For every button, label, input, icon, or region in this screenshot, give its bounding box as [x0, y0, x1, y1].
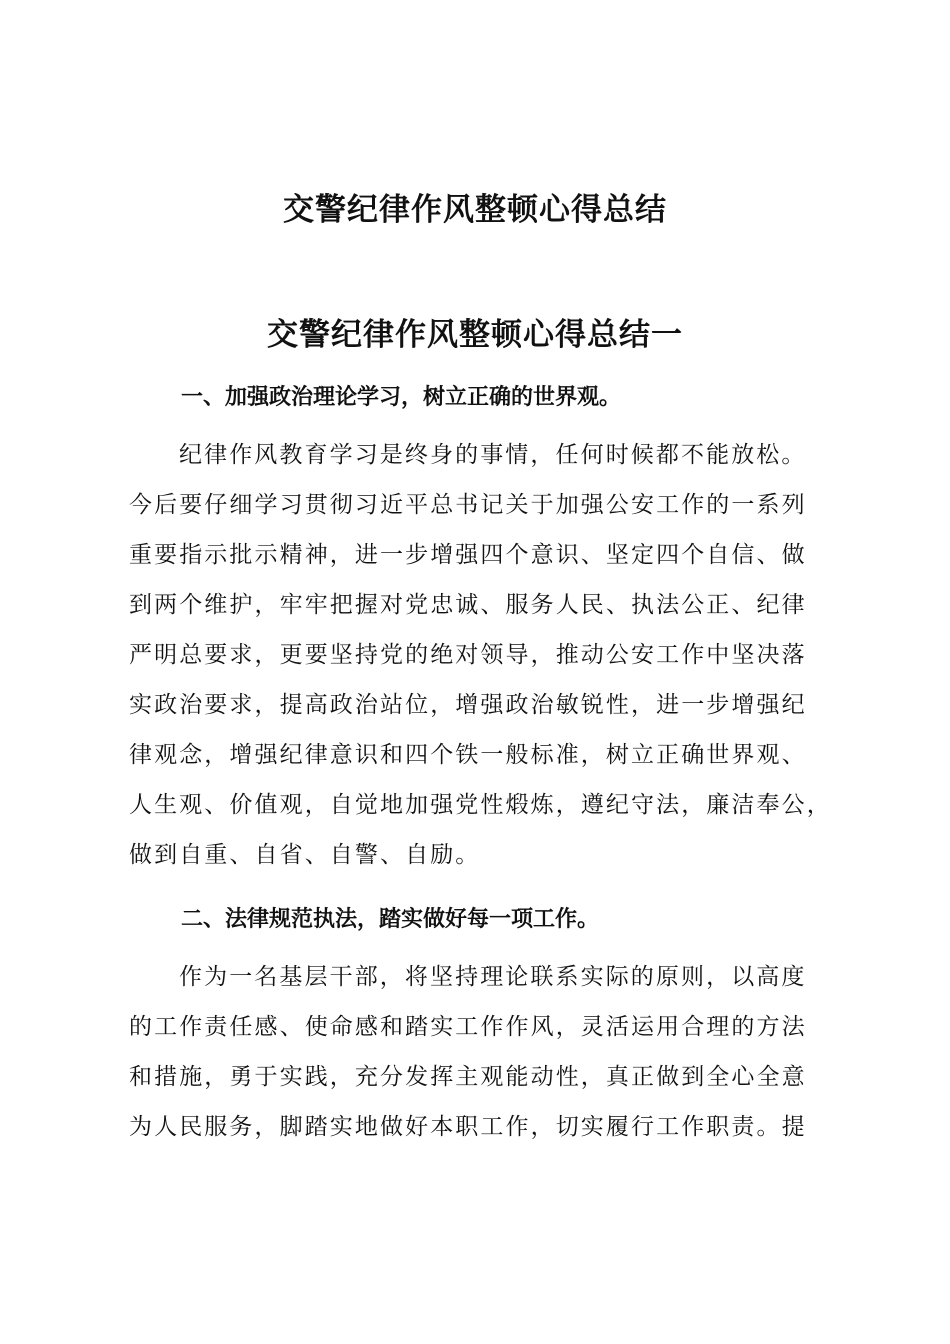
section-heading: 二、法律规范执法，踏实做好每一项工作。: [181, 907, 600, 932]
section-heading: 一、加强政治理论学习，树立正确的世界观。: [181, 385, 622, 410]
paragraph-line: 和措施，勇于实践，充分发挥主观能动性，真正做到全心全意: [129, 1064, 807, 1090]
paragraph-line: 为人民服务，脚踏实地做好本职工作，切实履行工作职责。提: [129, 1114, 807, 1140]
paragraph-line: 到两个维护，牢牢把握对党忠诚、服务人民、执法公正、纪律: [129, 592, 807, 618]
paragraph-line: 严明总要求，更要坚持党的绝对领导，推动公安工作中坚决落: [129, 642, 807, 668]
paragraph-line: 重要指示批示精神，进一步增强四个意识、坚定四个自信、做: [129, 542, 807, 568]
paragraph-line: 律观念，增强纪律意识和四个铁一般标准，树立正确世界观、: [129, 742, 807, 768]
paragraph-line: 今后要仔细学习贯彻习近平总书记关于加强公安工作的一系列: [129, 492, 807, 518]
paragraph-line: 人生观、价值观，自觉地加强党性煅炼，遵纪守法，廉洁奉公，: [129, 792, 832, 818]
section-paragraph: [129, 952, 849, 1152]
paragraph-line: 的工作责任感、使命感和踏实工作作风，灵活运用合理的方法: [129, 1014, 807, 1040]
section-paragraph: [129, 430, 849, 880]
paragraph-line: 纪律作风教育学习是终身的事情，任何时候都不能放松。: [179, 442, 807, 468]
document-title: 交警纪律作风整顿心得总结: [283, 192, 667, 228]
document-subtitle: 交警纪律作风整顿心得总结一: [267, 317, 683, 353]
paragraph-line: 做到自重、自省、自警、自励。: [129, 842, 481, 868]
paragraph-line: 作为一名基层干部，将坚持理论联系实际的原则，以高度: [179, 964, 807, 990]
paragraph-line: 实政治要求，提高政治站位，增强政治敏锐性，进一步增强纪: [129, 692, 807, 718]
